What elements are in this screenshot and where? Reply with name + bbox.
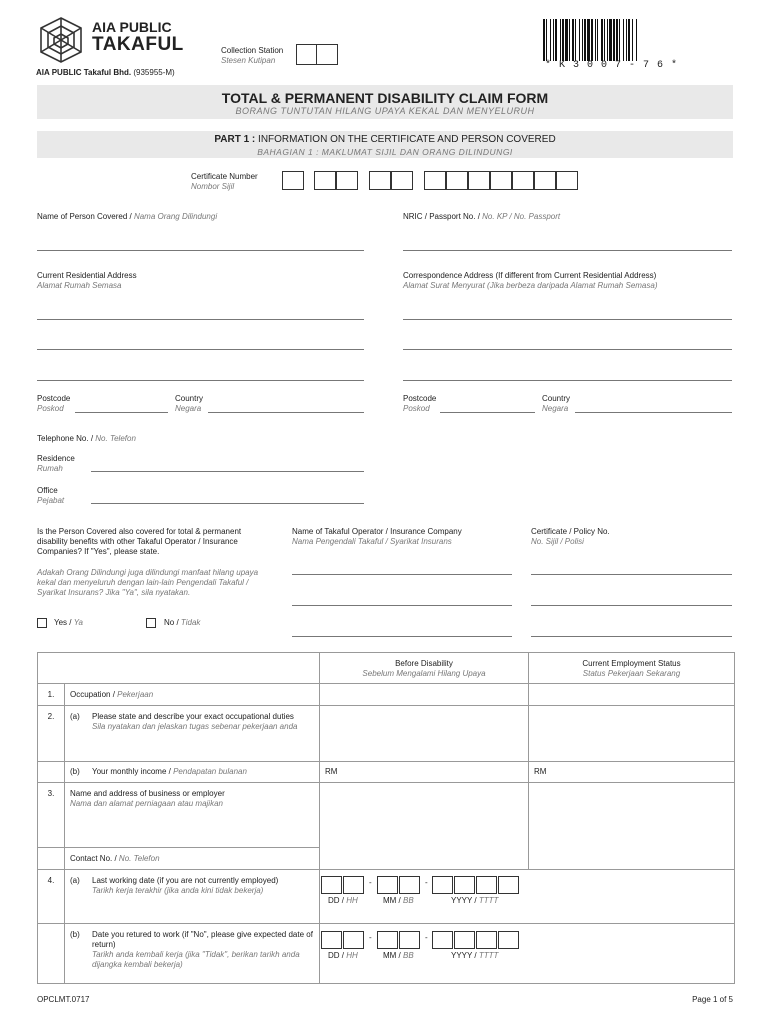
- date-digit-box[interactable]: [377, 876, 398, 894]
- res-postcode-field[interactable]: [75, 412, 168, 413]
- res-country-field[interactable]: [208, 412, 364, 413]
- policy-no-field-2[interactable]: [531, 605, 732, 606]
- nric-label-en: NRIC / Passport No. /: [403, 212, 483, 221]
- barcode-bar: [609, 19, 612, 61]
- mm-label: [383, 951, 414, 961]
- contact-label-my: No. Telefon: [118, 854, 160, 863]
- table-row: [38, 762, 735, 783]
- current-status-label-my: Status Pekerjaan Sekarang: [582, 669, 681, 678]
- return-date-text: Date you retured to work (if "No", please give expected date of return): [92, 930, 313, 949]
- date-separator: -: [425, 933, 428, 942]
- corr-address-label: Correspondence Address (If different from Current Residential Address): [403, 271, 657, 280]
- form-title: TOTAL & PERMANENT DISABILITY CLAIM FORM: [221, 90, 549, 106]
- return-date-label: [65, 924, 320, 984]
- barcode-bar: [619, 19, 620, 61]
- barcode-bar: [560, 19, 561, 61]
- mm-label-my: BB: [403, 896, 414, 905]
- barcode-bar: [595, 19, 596, 61]
- dd-label: [328, 951, 358, 961]
- current-status-label: Current Employment Status: [582, 659, 681, 668]
- mm-label-en: MM /: [383, 951, 403, 960]
- dd-label: [328, 896, 358, 906]
- residence-label-my: Rumah: [37, 464, 63, 473]
- row-number: 4.: [38, 870, 65, 924]
- page-number: Page 1 of 5: [692, 995, 733, 1004]
- occupation-label: [65, 684, 320, 706]
- before-disability-label: Before Disability: [395, 659, 453, 668]
- mm-label-en: MM /: [383, 896, 403, 905]
- barcode-bar: [587, 19, 590, 61]
- cert-no-digit-box[interactable]: [512, 171, 534, 190]
- income-label-my: Pendapatan bulanan: [173, 767, 247, 776]
- dd-label-en: DD /: [328, 951, 347, 960]
- employer-text-my: Nama dan alamat perniagaan atau majikan: [70, 799, 223, 808]
- cert-no-digit-box[interactable]: [534, 171, 556, 190]
- duties-text-my: Sila nyatakan dan jelaskan tugas sebenar pekerjaan anda: [92, 722, 298, 731]
- corr-address-line-3[interactable]: [403, 380, 732, 381]
- corr-address-line-1[interactable]: [403, 319, 732, 320]
- barcode-bar: [562, 19, 564, 61]
- res-country-label: Country: [175, 394, 204, 403]
- income-current-field[interactable]: [529, 762, 735, 783]
- income-label-en: Your monthly income /: [92, 767, 174, 776]
- cert-no-digit-box[interactable]: [336, 171, 358, 190]
- yes-checkbox[interactable]: [37, 618, 47, 628]
- barcode: [543, 19, 732, 61]
- income-label: [65, 762, 320, 783]
- company-name-text: AIA PUBLIC Takaful Bhd.: [36, 68, 132, 77]
- barcode-bar: [550, 19, 551, 61]
- barcode-bar: [582, 19, 583, 61]
- duties-item-a: (a): [70, 712, 80, 721]
- aia-logo-icon: [36, 16, 86, 64]
- cert-no-digit-box[interactable]: [391, 171, 413, 190]
- operator-label: Name of Takaful Operator / Insurance Company: [292, 527, 462, 536]
- part1-title-bold: PART 1 :: [214, 134, 256, 145]
- part1-title-rest: INFORMATION ON THE CERTIFICATE AND PERSON COVERED: [255, 134, 556, 145]
- office-label-my: Pejabat: [37, 496, 65, 505]
- date-digit-box[interactable]: [498, 876, 519, 894]
- table-header-blank: [38, 653, 320, 684]
- date-digit-box[interactable]: [476, 876, 497, 894]
- res-address-line-3[interactable]: [37, 380, 364, 381]
- date-separator: -: [369, 933, 372, 942]
- corr-postcode-field[interactable]: [440, 412, 535, 413]
- row-number-blank: [38, 924, 65, 984]
- employer-text: Name and address of business or employer: [70, 789, 225, 798]
- yyyy-label-my: TTTT: [478, 896, 499, 905]
- no-checkbox[interactable]: [146, 618, 156, 628]
- cert-no-digit-box[interactable]: [556, 171, 578, 190]
- name-label-my: Nama Orang Dilindungi: [133, 212, 218, 221]
- row-number: 1.: [38, 684, 65, 706]
- cert-no-digit-box[interactable]: [468, 171, 490, 190]
- last-working-text-my: Tarikh kerja terakhir (jika anda kini tidak bekerja): [92, 886, 264, 895]
- res-postcode-label: Postcode: [37, 394, 71, 403]
- office-phone-field[interactable]: [91, 503, 364, 504]
- last-working-wrap: [70, 876, 314, 896]
- res-country-label-my: Negara: [175, 404, 202, 413]
- return-date-item-b: (b): [70, 930, 80, 939]
- barcode-text: * K 3 0 0 7 - 7 6 *: [545, 60, 679, 71]
- income-before-field[interactable]: [320, 762, 529, 783]
- nric-label: [403, 212, 560, 222]
- operator-field-1[interactable]: [292, 574, 512, 575]
- table-row: [38, 684, 735, 706]
- occupation-label-my: Pekerjaan: [117, 690, 154, 699]
- return-date-text-wrap: [92, 930, 314, 970]
- date-digit-box[interactable]: [454, 931, 475, 949]
- date-digit-box[interactable]: [476, 931, 497, 949]
- other-cover-question-my: Adakah Orang Dilindungi juga dilindungi manfaat hilang upaya kekal dan menyeluruh dengan lain-lain Pengendali Takaful / Syarikat Insurans? Jika "Ya", sila nyatakan.: [37, 568, 259, 597]
- date-digit-box[interactable]: [399, 931, 420, 949]
- mm-label-my: BB: [403, 951, 414, 960]
- last-working-text: Last working date (if you are not currently employed): [92, 876, 279, 885]
- operator-label-my: Nama Pengendali Takaful / Syarikat Insurans: [292, 537, 452, 546]
- barcode-bar: [632, 19, 633, 61]
- before-disability-header: [320, 653, 529, 684]
- mm-label: [383, 896, 414, 906]
- collection-station-box-2[interactable]: [316, 44, 338, 65]
- yes-label-my: Ya: [73, 618, 83, 627]
- contact-label-en: Contact No. /: [70, 854, 119, 863]
- employer-before-field[interactable]: [320, 783, 529, 870]
- date-separator: -: [425, 878, 428, 887]
- cert-no-digit-box[interactable]: [282, 171, 304, 190]
- barcode-bar: [565, 19, 568, 61]
- operator-field-2[interactable]: [292, 605, 512, 606]
- part1-title: [37, 134, 733, 146]
- duties-text-wrap: [92, 712, 297, 732]
- cert-no-digit-box[interactable]: [424, 171, 446, 190]
- name-field[interactable]: [37, 250, 364, 251]
- collection-station-box-1[interactable]: [296, 44, 317, 65]
- row-number-blank: [38, 762, 65, 783]
- other-cover-question: Is the Person Covered also covered for total & permanent disability benefits with other Takaful Operator / Insurance Companies? If "Yes", please state.: [37, 527, 242, 556]
- occupation-before-field[interactable]: [320, 684, 529, 706]
- no-label-my: Tidak: [180, 618, 201, 627]
- date-digit-box[interactable]: [432, 876, 453, 894]
- barcode-bar: [575, 19, 576, 61]
- table-row: [38, 706, 735, 762]
- date-digit-box[interactable]: [498, 931, 519, 949]
- barcode-bar: [543, 19, 545, 61]
- res-address-label: Current Residential Address: [37, 271, 137, 280]
- date-digit-box[interactable]: [343, 876, 364, 894]
- row-number-blank: [38, 848, 65, 870]
- barcode-bar: [572, 19, 574, 61]
- residence-label: Residence: [37, 454, 75, 463]
- barcode-bar: [579, 19, 580, 61]
- cert-no-label: Certificate Number: [191, 172, 258, 181]
- part1-subtitle: BAHAGIAN 1 : MAKLUMAT SIJIL DAN ORANG DILINDUNGI: [257, 147, 513, 157]
- nric-field[interactable]: [403, 250, 732, 251]
- barcode-bar: [613, 19, 615, 61]
- barcode-bar: [636, 19, 637, 61]
- duties-current-field[interactable]: [529, 706, 735, 762]
- telephone-label: [37, 434, 136, 444]
- corr-country-field[interactable]: [575, 412, 732, 413]
- before-disability-label-my: Sebelum Mengalami Hilang Upaya: [362, 669, 486, 678]
- operator-field-3[interactable]: [292, 636, 512, 637]
- corr-country-label-my: Negara: [542, 404, 569, 413]
- barcode-bar: [597, 19, 598, 61]
- corr-country-label: Country: [542, 394, 571, 403]
- employer-label: [65, 783, 320, 848]
- yes-label: [54, 618, 83, 628]
- occupation-current-field[interactable]: [529, 684, 735, 706]
- barcode-bar: [546, 19, 547, 61]
- date-digit-box[interactable]: [399, 876, 420, 894]
- yyyy-label: [451, 896, 498, 906]
- telephone-label-en: Telephone No. /: [37, 434, 96, 443]
- barcode-bar: [569, 19, 570, 61]
- last-working-date-label: [65, 870, 320, 924]
- policy-no-field-1[interactable]: [531, 574, 732, 575]
- income-item-b: (b): [70, 767, 80, 776]
- residence-phone-field[interactable]: [91, 471, 364, 472]
- collection-station-label: Collection Station: [221, 46, 284, 55]
- barcode-bar: [555, 19, 557, 61]
- yyyy-label-en: YYYY /: [451, 896, 479, 905]
- corr-address-label-my: Alamat Surat Menyurat (Jika berbeza daripada Alamat Rumah Semasa): [403, 281, 658, 290]
- corr-postcode-label: Postcode: [403, 394, 437, 403]
- duties-text: Please state and describe your exact occupational duties: [92, 712, 294, 721]
- duties-label-wrap: [70, 712, 314, 732]
- last-working-text-wrap: [92, 876, 278, 896]
- date-digit-box[interactable]: [377, 931, 398, 949]
- res-address-label-my: Alamat Rumah Semasa: [37, 281, 122, 290]
- no-label-en: No /: [164, 618, 181, 627]
- barcode-bar: [604, 19, 605, 61]
- duties-before-field[interactable]: [320, 706, 529, 762]
- policy-no-label-my: No. Sijil / Polisi: [531, 537, 584, 546]
- employer-current-field[interactable]: [529, 783, 735, 870]
- name-label-en: Name of Person Covered /: [37, 212, 134, 221]
- cert-no-digit-box[interactable]: [490, 171, 512, 190]
- barcode-bar: [607, 19, 608, 61]
- nric-label-my: No. KP / No. Passport: [482, 212, 561, 221]
- cert-no-digit-box[interactable]: [314, 171, 336, 190]
- barcode-bar: [601, 19, 603, 61]
- company-name: [36, 68, 175, 78]
- policy-no-field-3[interactable]: [531, 636, 732, 637]
- table-header-row: [38, 653, 735, 684]
- company-reg: (935955-M): [133, 68, 175, 77]
- rm-label: RM: [325, 767, 338, 776]
- brand-line2: TAKAFUL: [92, 34, 184, 55]
- date-digit-box[interactable]: [343, 931, 364, 949]
- date-separator: -: [369, 878, 372, 887]
- row-number: 3.: [38, 783, 65, 848]
- yes-label-en: Yes /: [54, 618, 74, 627]
- barcode-bar: [584, 19, 586, 61]
- yyyy-label: [451, 951, 498, 961]
- barcode-bar: [626, 19, 627, 61]
- no-label: [164, 618, 200, 628]
- dd-label-my: HH: [346, 896, 358, 905]
- row-number: 2.: [38, 706, 65, 762]
- return-date-wrap: [70, 930, 314, 970]
- barcode-bar: [628, 19, 630, 61]
- corr-postcode-label-my: Poskod: [403, 404, 430, 413]
- res-postcode-label-my: Poskod: [37, 404, 64, 413]
- brand-line1: AIA PUBLIC: [92, 19, 172, 35]
- cert-no-digit-box[interactable]: [369, 171, 391, 190]
- last-working-item-a: (a): [70, 876, 80, 885]
- duties-label: [65, 706, 320, 762]
- barcode-bar: [591, 19, 593, 61]
- form-code: OPCLMT.0717: [37, 995, 90, 1004]
- yyyy-label-en: YYYY /: [451, 951, 479, 960]
- yyyy-label-my: TTTT: [478, 951, 499, 960]
- current-status-header: [529, 653, 735, 684]
- rm-label: RM: [534, 767, 547, 776]
- contact-label: [65, 848, 320, 870]
- date-digit-box[interactable]: [321, 876, 342, 894]
- cert-no-digit-box[interactable]: [446, 171, 468, 190]
- dd-label-my: HH: [346, 951, 358, 960]
- return-date-text-my: Tarikh anda kembali kerja (jika "Tidak", berikan tarikh anda dijangka kembali bekerja): [92, 950, 300, 969]
- corr-address-line-2[interactable]: [403, 349, 732, 350]
- res-address-line-1[interactable]: [37, 319, 364, 320]
- barcode-bar: [553, 19, 554, 61]
- date-digit-box[interactable]: [321, 931, 342, 949]
- cert-no-label-my: Nombor Sijil: [191, 182, 235, 191]
- telephone-label-my: No. Telefon: [95, 434, 136, 443]
- barcode-bar: [623, 19, 624, 61]
- policy-no-label: Certificate / Policy No.: [531, 527, 610, 536]
- table-row: [38, 783, 735, 848]
- dd-label-en: DD /: [328, 896, 347, 905]
- occupation-label-en: Occupation /: [70, 690, 118, 699]
- date-digit-box[interactable]: [454, 876, 475, 894]
- office-label: Office: [37, 486, 58, 495]
- name-label: [37, 212, 217, 222]
- form-subtitle: BORANG TUNTUTAN HILANG UPAYA KEKAL DAN MENYELURUH: [235, 106, 535, 116]
- collection-station-label-my: Stesen Kutipan: [221, 56, 276, 65]
- date-digit-box[interactable]: [432, 931, 453, 949]
- barcode-bar: [616, 19, 618, 61]
- res-address-line-2[interactable]: [37, 349, 364, 350]
